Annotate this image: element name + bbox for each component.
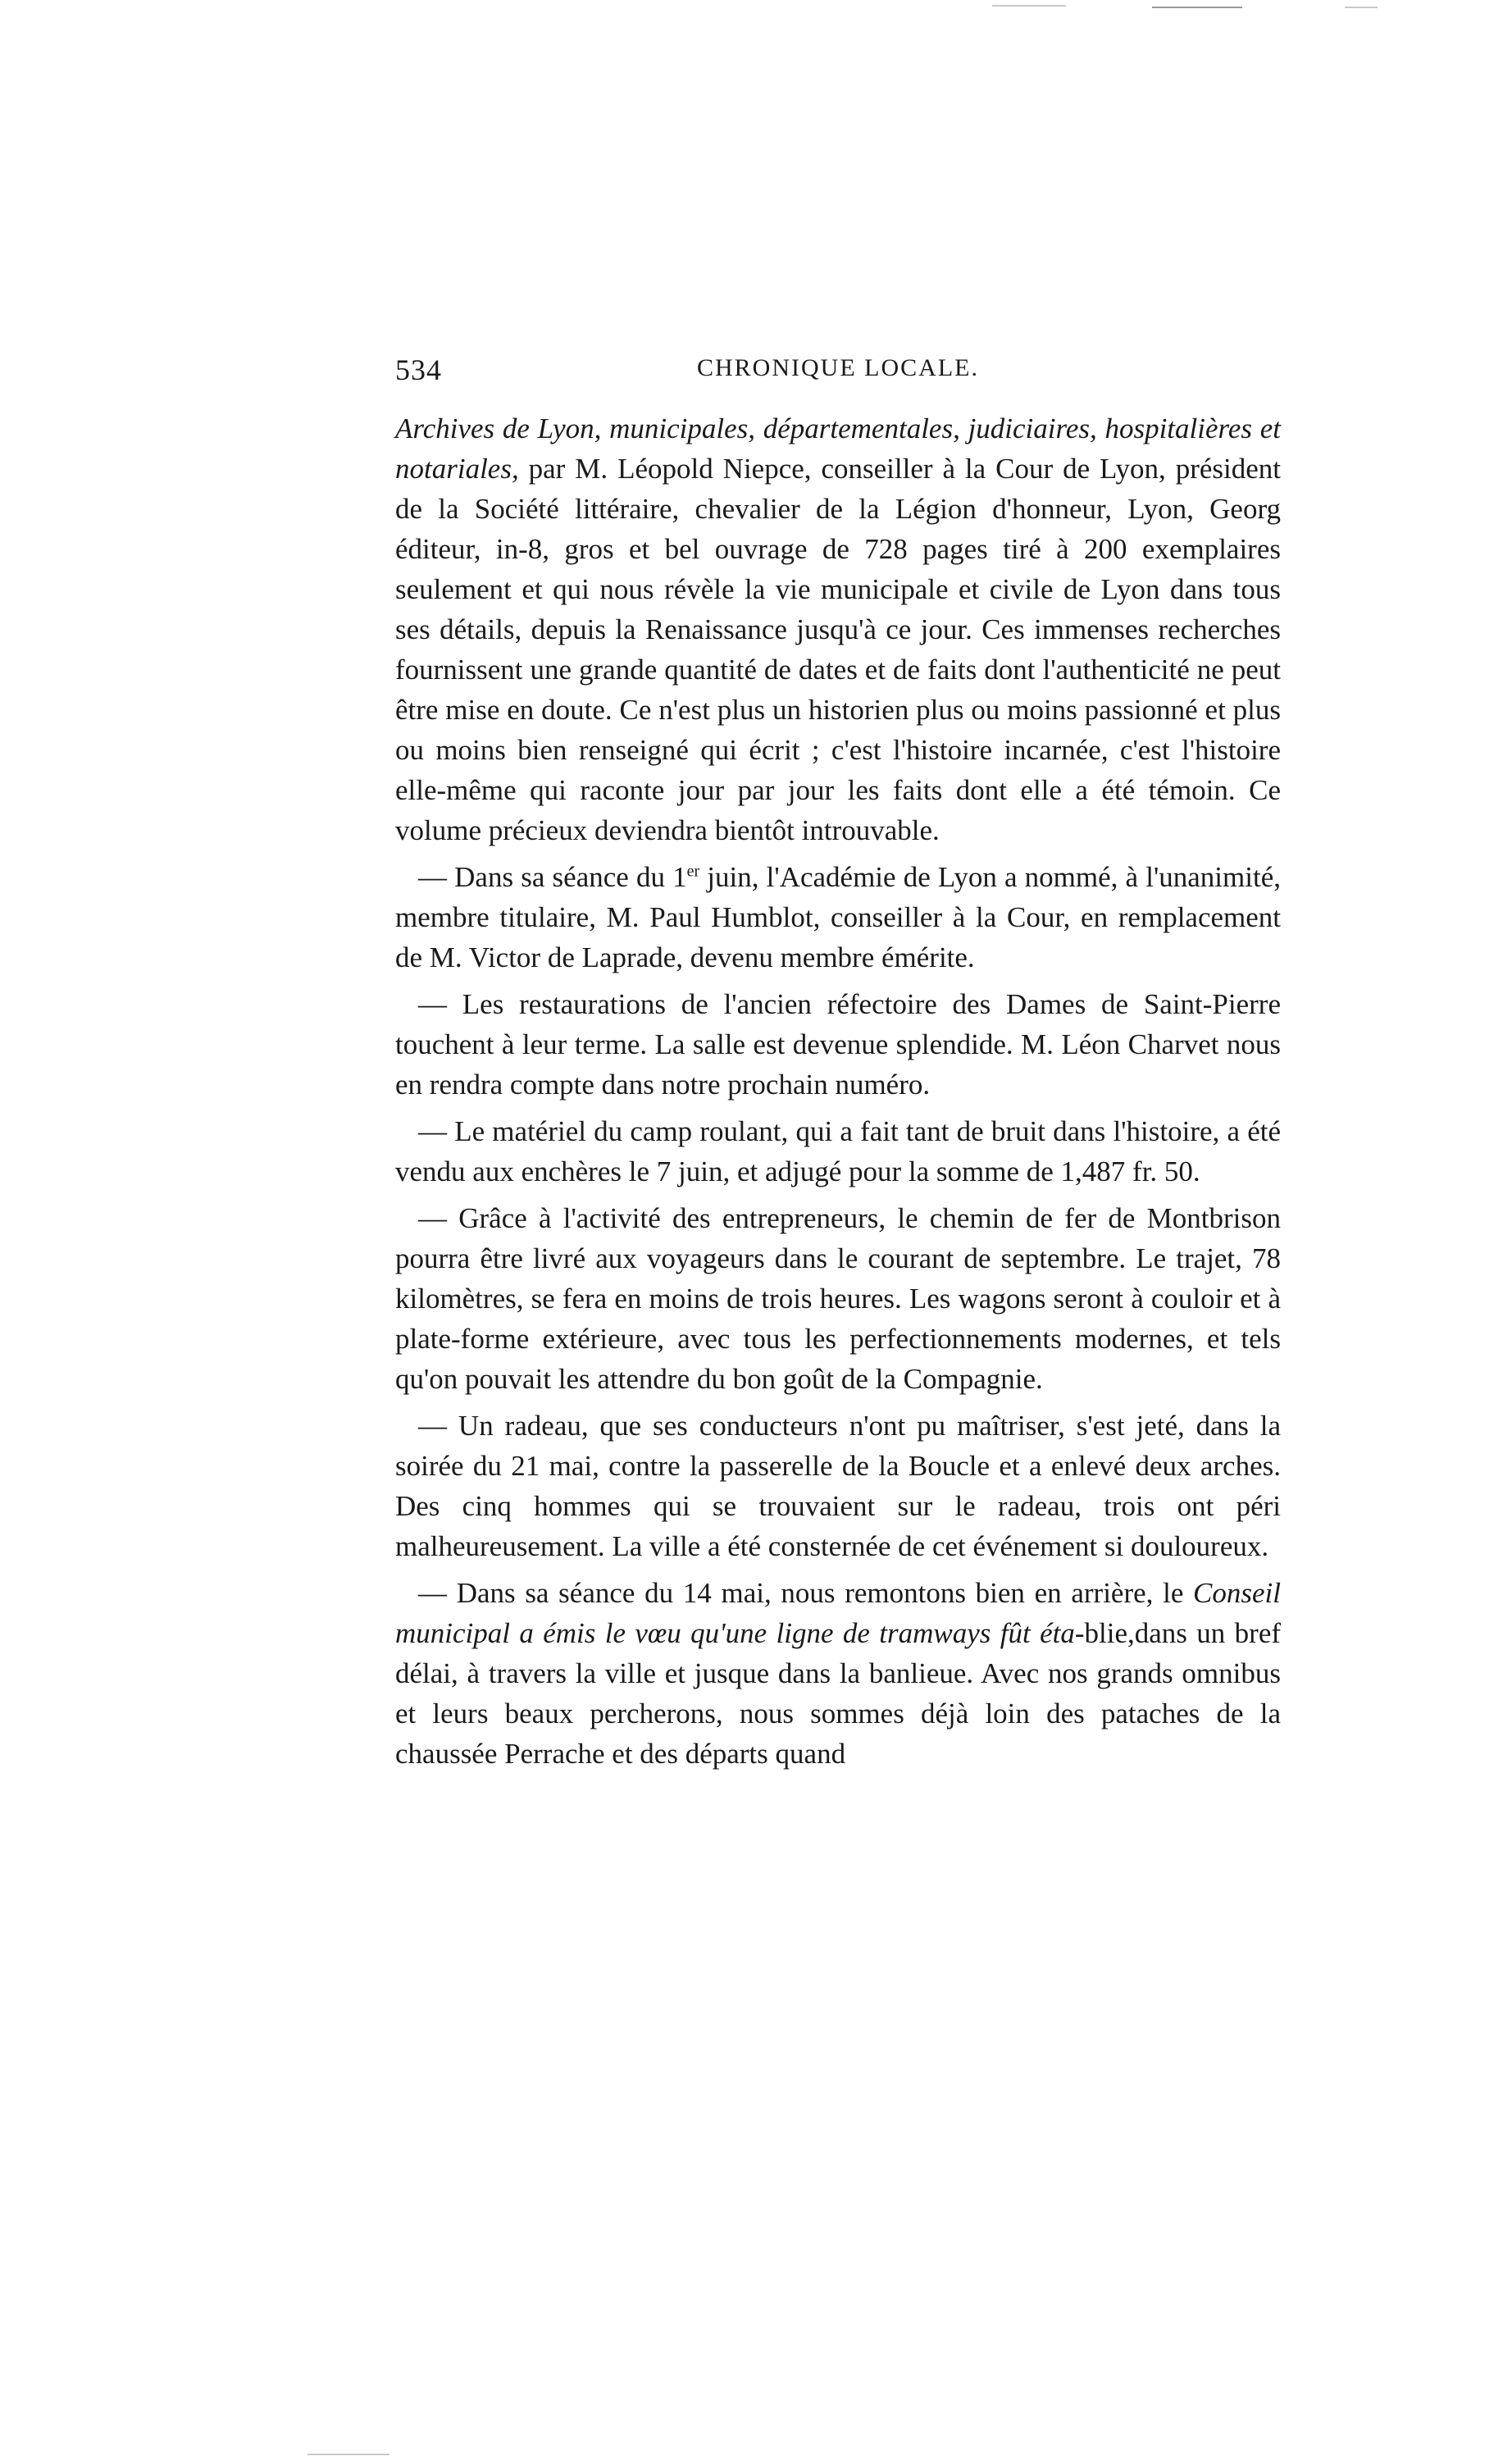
paragraph-text: — Un radeau, que ses conducteurs n'ont pu maîtriser, s'est jeté, dans la soirée du 21 mai, contre la passerelle de la Boucle et a enlevé deux arches. Des cinq hommes qui se trouvaient sur le radeau, trois ont péri malheureusement. La ville a été consternée de cet événement si douloureux. [395,1410,1281,1562]
running-head: CHRONIQUE LOCALE. [697,354,979,381]
paragraph-text: — Les restaurations de l'ancien réfectoire des Dames de Saint-Pierre touchent à leur terme. La salle est devenue splendide. M. Léon Charvet nous en rendra compte dans notre prochain numéro. [395,988,1281,1101]
italic-phrase: Conseil municipal a émis le vœu qu'une ligne de tramways fût éta- [395,1577,1281,1649]
paragraph-text: blie,dans un bref délai, à travers la ville et jusque dans la banlieue. Avec nos grands omnibus et leurs beaux percherons, nous sommes déjà loin des pataches de la chaussée Perrache et des départs quand [395,1617,1282,1770]
paragraph-archives [395,408,1281,850]
scan-edge-mark [1345,7,1378,8]
paragraph-text: juin, l'Académie de Lyon a nommé, à l'unanimité, membre titulaire, M. Paul Humblot, conseiller à la Cour, en remplacement de M. Victor de Laprade, devenu membre émérite. [395,861,1281,973]
scan-edge-mark [307,2454,389,2455]
page-header [395,353,1281,402]
paragraph-text: — Grâce à l'activité des entrepreneurs, le chemin de fer de Montbrison pourra être livré aux voyageurs dans le courant de septembre. Le trajet, 78 kilomètres, se fera en moins de trois heures. Les wagons seront à couloir et à plate-forme extérieure, avec tous les perfectionnements modernes, et tels qu'on pouvait les attendre du bon goût de la Compagnie. [395,1202,1281,1395]
paragraph-refectoire [395,984,1281,1105]
superscript: er [686,862,700,881]
scan-edge-mark [1152,7,1242,8]
paragraph-academie [395,857,1281,978]
paragraph-text-start: — Dans sa séance du 1 [418,861,687,893]
paragraph-radeau [395,1406,1281,1566]
scan-edge-mark [992,5,1066,7]
page-number: 534 [395,353,442,386]
paragraph-chemin-de-fer [395,1198,1281,1399]
paragraph-text: — Le matériel du camp roulant, qui a fait tant de bruit dans l'histoire, a été vendu aux enchères le 7 juin, et adjugé pour la somme de 1,487 fr. 50. [395,1115,1281,1187]
paragraph-text-start: — Dans sa séance du 14 mai, nous remontons bien en arrière, le [418,1577,1194,1609]
italic-title: Archives de Lyon, municipales, départementales, judiciaires, hospitalières et notariales, [395,412,1281,485]
paragraph-text: par M. Léopold Niepce, conseiller à la Cour de Lyon, président de la Société littéraire, chevalier de la Légion d'honneur, Lyon, Georg éditeur, in-8, gros et bel ouvrage de 728 pages tiré à 200 exemplaires seulement et qui nous révèle la vie municipale et civile de Lyon dans tous ses détails, depuis la Renaissance jusqu'à ce jour. Ces immenses recherches fournissent une grande quantité de dates et de faits dont l'authenticité ne peut être mise en doute. Ce n'est plus un historien plus ou moins passionné et plus ou moins bien renseigné qui écrit ; c'est l'histoire incarnée, c'est l'histoire elle-même qui raconte jour par jour les faits dont elle a été témoin. Ce volume précieux deviendra bientôt introuvable. [395,453,1281,846]
article-body [395,408,1281,1780]
paragraph-tramways [395,1573,1281,1774]
paragraph-camp-roulant [395,1111,1281,1192]
